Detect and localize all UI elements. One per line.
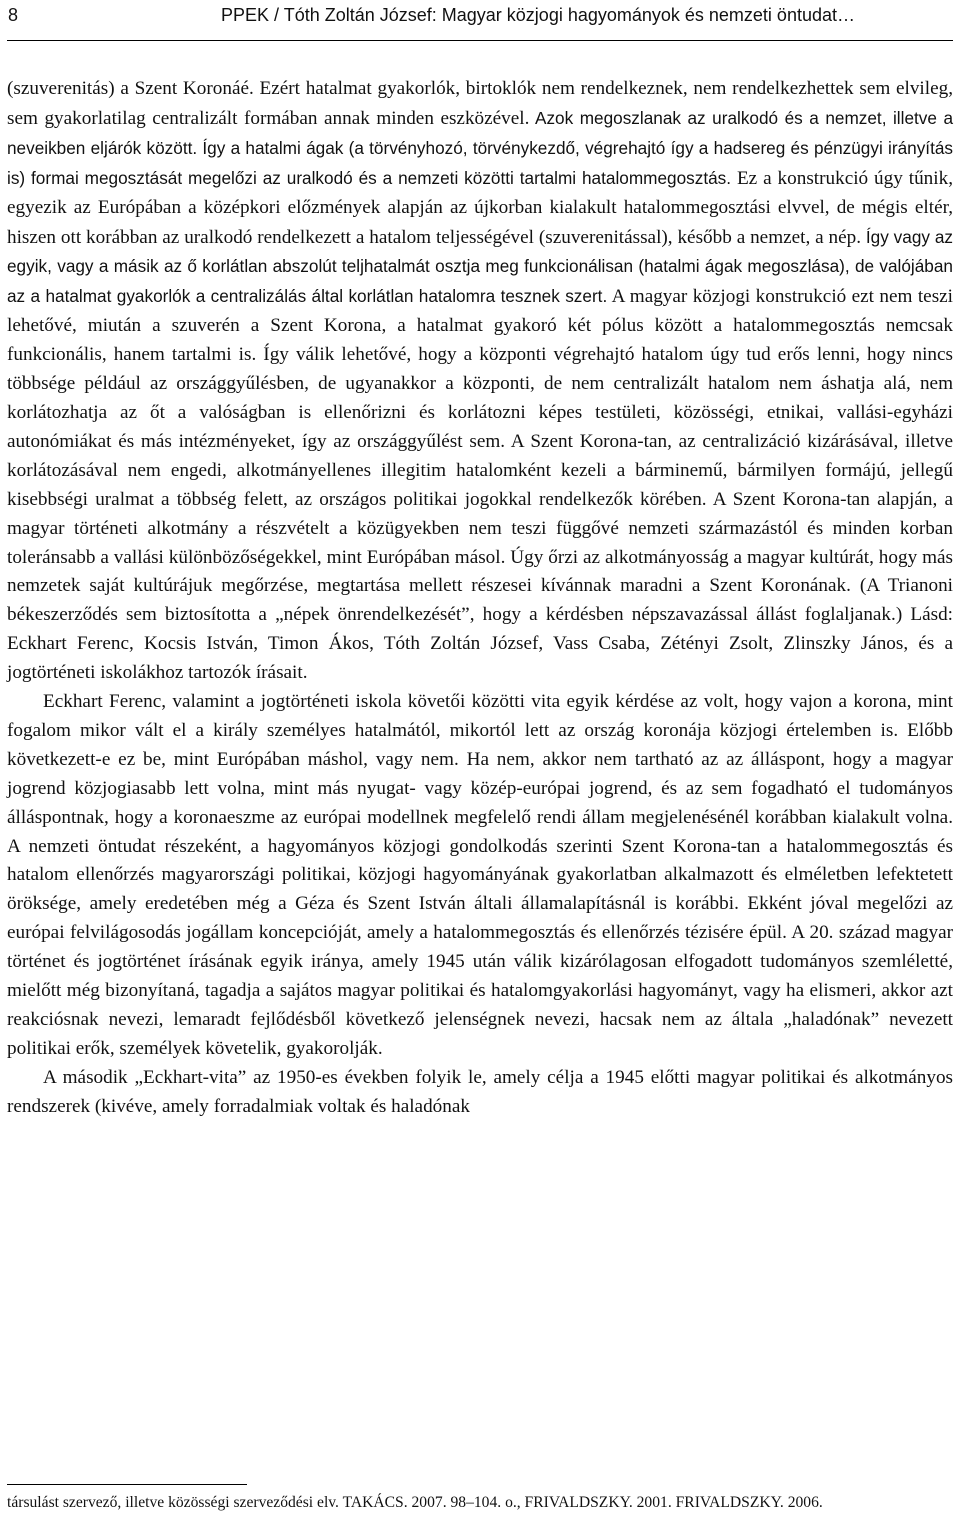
- paragraph-3: A második „Eckhart-vita” az 1950-es években folyik le, amely célja a 1945 előtti magyar politikai és alkotmányos rendszerek (kivéve, amely forradalmiak voltak és haladónak: [7, 1066, 953, 1117]
- paragraph-1-part-c: Ez a konstrukció úgy tűnik, egyezik az Európában a középkori előzmények alapján az újkorban kialakult hatalommegosztási elvvel, de mégis eltér, hiszen ott korábban az uralkodó rendelkezett a hatalom teljességével (szuverenitással), később a nemzet, a nép.: [7, 167, 954, 248]
- paragraph-1: [7, 75, 953, 688]
- footnote: társulást szervező, illetve közösségi szerveződési elv. TAKÁCS. 2007. 98–104. o., FRIVALDSZKY. 2001. FRIVALDSZKY. 2006.: [7, 1494, 823, 1511]
- paragraph-2: Eckhart Ferenc, valamint a jogtörténeti iskola követői közötti vita egyik kérdése az volt, hogy vajon a korona, mint fogalom mikor vált el a király személyes hatalmától, mikortól lett az ország koronája közjogi értelemben is. Előbb következett-e ez be, mint Európában máshol, vagy nem. Ha nem, akkor nem tartható az az álláspont, hogy a magyar jogrend közjogiasabb lett volna, mint más nyugat- vagy közép-európai jogrend, és az sem fogadható el tudományos álláspontnak, hogy a koronaeszme az európai modellnek megfelelő rendi állam megjelenésénél korábban kialakult volna. A nemzeti öntudat részeként, a hagyományos közjogi gondolkodás szerinti Szent Korona-tan a hatalommegosztás és hatalom ellenőrzés magyarországi politikai, közjogi hagyományának gyakorlatban alkalmazott és elméletben lefektetett öröksége, amely eredetében még a Géza és Szent István általi államalapításnál is korábbi. Ekként jóval megelőzi az európai felvilágosodás jogállam koncepcióját, amely a hatalommegosztás és ellenőrzés tézisére épül. A 20. század magyar történet és jogtörténet írásának egyik iránya, amely 1945 után válik kizárólagosan elfogadott tudományos szemléletté, mielőtt még bizonyítaná, tagadja a sajátos magyar politikai és hatalomgyakorlási hagyományt, vagy ha elismeri, akkor azt reakciósnak nevezi, lemaradt fejlődésből következő jelenségnek nevezi, hacsak nem az általa „haladónak” nevezett politikai erők, személyek követelik, gyakorolják.: [7, 691, 953, 1059]
- paragraph-1-part-d: Így vagy az egyik, vagy a másik az ő korlátlan abszolút teljhatalmát osztja meg funkcionálisan (hatalmi ágak megoszlása), de valójában az a hatalmat gyakorlók a centralizálás által korlátlan hatalomra tesznek szert.: [7, 226, 953, 307]
- page-header: [7, 0, 953, 41]
- footnote-separator: [7, 1484, 247, 1485]
- paragraph-1-part-a: (szuverenitás) a Szent Koronáé. Ezért hatalmat gyakorlók, birtoklók nem rendelkeznek, nem rendelkezhettek sem elvileg, sem gyakorlatilag centralizált formában annak minden eszközével.: [7, 78, 953, 129]
- running-title: PPEK / Tóth Zoltán József: Magyar közjogi hagyományok és nemzeti öntudat…: [221, 5, 855, 25]
- paragraph-1-part-e: A magyar közjogi konstrukció ezt nem teszi lehetővé, miután a szuverén a Szent Korona, a hatalmat gyakoró két pólus között a hatalommegosztás nemcsak funkcionális, hanem tartalmi is. Így válik lehetővé, hogy a központi végrehajtó hatalom úgy tud erős lenni, hogy nincs többsége például az országgyűlésben, de ugyanakkor a központi, de nem centralizált hatalom nem áshatja alá, nem korlátozhatja az őt a valóságban is ellenőrizni és korlátozni képes testületi, közösségi, etnikai, vallási-egyházi autonómiákat és más intézményeket, így az országgyűlést sem. A Szent Korona-tan, az centralizáció kizárásával, illetve korlátozásával nem engedi, alkotmányellenes illegitim hatalomként kezeli a bárminemű, bármilyen formájú, jellegű kisebbségi uralmat a többség felett, az országos politikai jogokkal rendelkezők körében. A Szent Korona-tan alapján, a magyar történeti alkotmány a részvételt a közügyekben nem teszi függővé nemzeti származástól és minden korban toleránsabb a vallási különbözőségekkel, mint Európában másol. Úgy őrzi az alkotmányosság a magyar kultúrát, hogy más nemzetek saját kultúrájuk megőrzése, megtartása mellett részesei kívánnak maradni a Szent Koronának. (A Trianoni békeszerződés sem biztosította a „népek önrendelkezését”, hogy a kérdésben népszavazással állást foglaljanak.) Lásd: Eckhart Ferenc, Kocsis István, Timon Ákos, Tóth Zoltán József, Vass Csaba, Zétényi Zsolt, Zlinszky János, és a jogtörténeti iskolákhoz tartozók írásait.: [7, 286, 954, 684]
- body-text: [7, 75, 953, 1122]
- page-number: 8: [8, 5, 19, 25]
- paragraph-1-part-b: Azok megoszlanak az uralkodó és a nemzet, illetve a neveikben eljárók között. Így a hatalmi ágak (a törvényhozó, törvénykezdő, végrehajtó így a hadsereg és pénzügyi irányítás is) formai megosztását megelőzi az uralkodó és a nemzeti közötti tartalmi hatalommegosztás.: [7, 107, 954, 188]
